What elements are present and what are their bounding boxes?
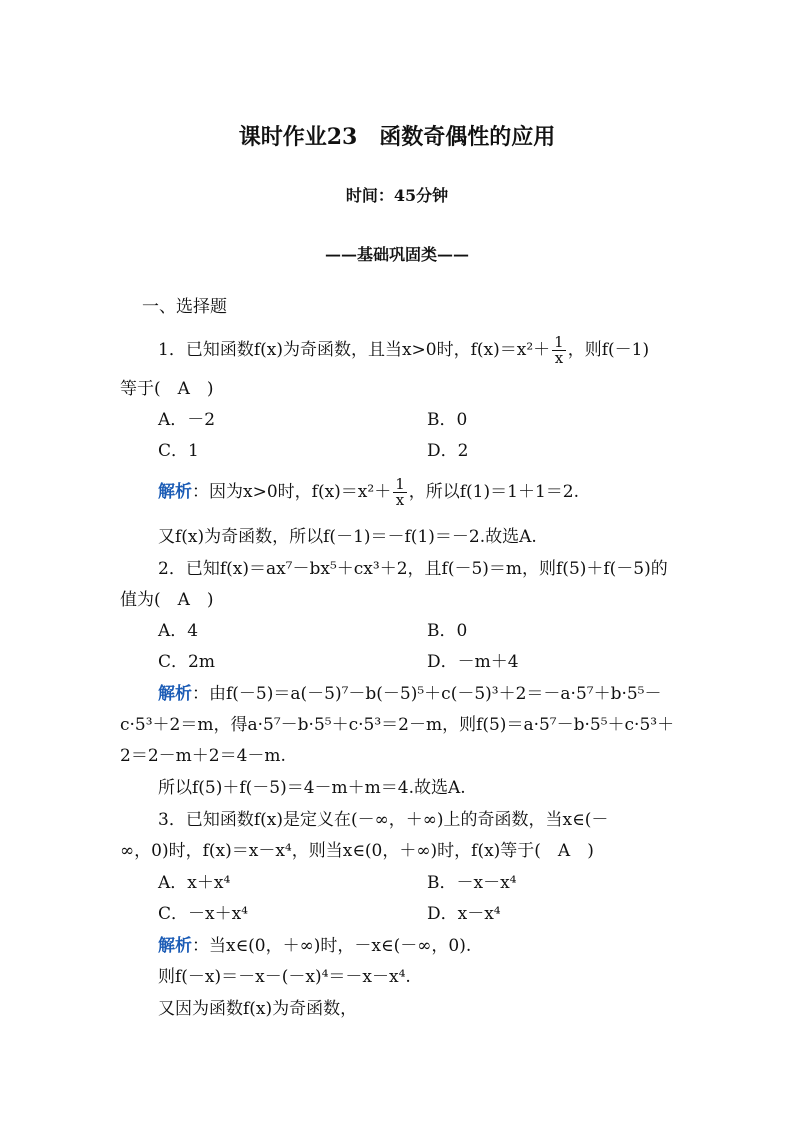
question-3-option-d: D．x－x⁴ xyxy=(427,904,501,924)
question-3-option-b: B．－x－x⁴ xyxy=(427,873,517,893)
question-1-solution-cont: 又f(x)为奇函数，所以f(－1)＝－f(1)＝－2.故选A. xyxy=(158,527,537,547)
question-2-solution-line-4: 所以f(5)＋f(－5)＝4－m＋m＝4.故选A. xyxy=(158,778,466,798)
question-3-stem-cont: ∞，0)时，f(x)＝x－x⁴，则当x∈(0，＋∞)时，f(x)等于( A ) xyxy=(120,841,594,861)
question-3-stem: 3．已知函数f(x)是定义在(－∞，＋∞)上的奇函数，当x∈(－ xyxy=(158,810,609,830)
solution-fraction xyxy=(393,477,407,508)
fraction-numerator: 1 xyxy=(554,333,564,351)
question-2-option-c: C．2m xyxy=(158,652,215,672)
question-1-stem-cont: 等于( A ) xyxy=(120,379,214,399)
time-limit: 时间：45分钟 xyxy=(345,186,449,205)
question-1-option-c: C．1 xyxy=(158,441,199,461)
question-2-option-d: D．－m＋4 xyxy=(427,652,519,672)
solution-text-a: ：当x∈(0，＋∞)时，－x∈(－∞，0). xyxy=(192,936,472,956)
question-1-option-a: A．－2 xyxy=(158,410,216,430)
solution-label: 解析 xyxy=(158,936,192,956)
question-1-solution xyxy=(158,477,579,508)
question-2-solution-line-3: 2＝2－m＋2＝4－m. xyxy=(120,746,286,766)
question-3-solution xyxy=(158,935,471,957)
question-1-stem-part-a: 1．已知函数f(x)为奇函数，且当x>0时，f(x)＝x²＋ xyxy=(158,340,551,360)
question-1-option-b: B．0 xyxy=(427,410,468,430)
solution-text-a: ：因为x>0时，f(x)＝x²＋ xyxy=(192,482,392,502)
solution-label: 解析 xyxy=(158,482,192,502)
question-2-stem-cont: 值为( A ) xyxy=(120,590,214,610)
section-heading: ——基础巩固类—— xyxy=(324,245,469,264)
question-2-option-a: A．4 xyxy=(158,621,199,641)
solution-text-b: ，所以f(1)＝1＋1＝2. xyxy=(408,482,579,502)
question-2-stem: 2．已知f(x)＝ax⁷－bx⁵＋cx³＋2，且f(－5)＝m，则f(5)＋f(－5)的 xyxy=(158,559,668,579)
question-2-option-b: B．0 xyxy=(427,621,468,641)
solution-label: 解析 xyxy=(158,684,192,704)
part-heading: 一、选择题 xyxy=(142,297,227,317)
fraction-denominator: x xyxy=(395,491,405,509)
question-2-solution-line-2: c·5³＋2＝m，得a·5⁷－b·5⁵＋c·5³＝2－m，则f(5)＝a·5⁷－b·5⁵＋c·5³＋ xyxy=(120,715,675,735)
question-1-option-d: D．2 xyxy=(427,441,469,461)
question-3-solution-line-2: 则f(－x)＝－x－(－x)⁴＝－x－x⁴. xyxy=(158,967,411,987)
question-1-stem xyxy=(158,335,649,366)
page-title: 课时作业23 函数奇偶性的应用 xyxy=(238,124,556,150)
question-3-option-c: C．－x＋x⁴ xyxy=(158,904,248,924)
question-2-solution xyxy=(158,683,662,705)
question-3-option-a: A．x＋x⁴ xyxy=(158,873,231,893)
fraction-denominator: x xyxy=(554,349,564,367)
question-1-stem-part-b: ，则f(－1) xyxy=(567,340,650,360)
solution-text-a: ：由f(－5)＝a(－5)⁷－b(－5)⁵＋c(－5)³＋2＝－a·5⁷＋b·5⁵－ xyxy=(192,684,662,704)
question-3-solution-line-3: 又因为函数f(x)为奇函数， xyxy=(158,999,358,1019)
fraction-numerator: 1 xyxy=(395,475,405,493)
question-1-fraction xyxy=(552,335,566,366)
